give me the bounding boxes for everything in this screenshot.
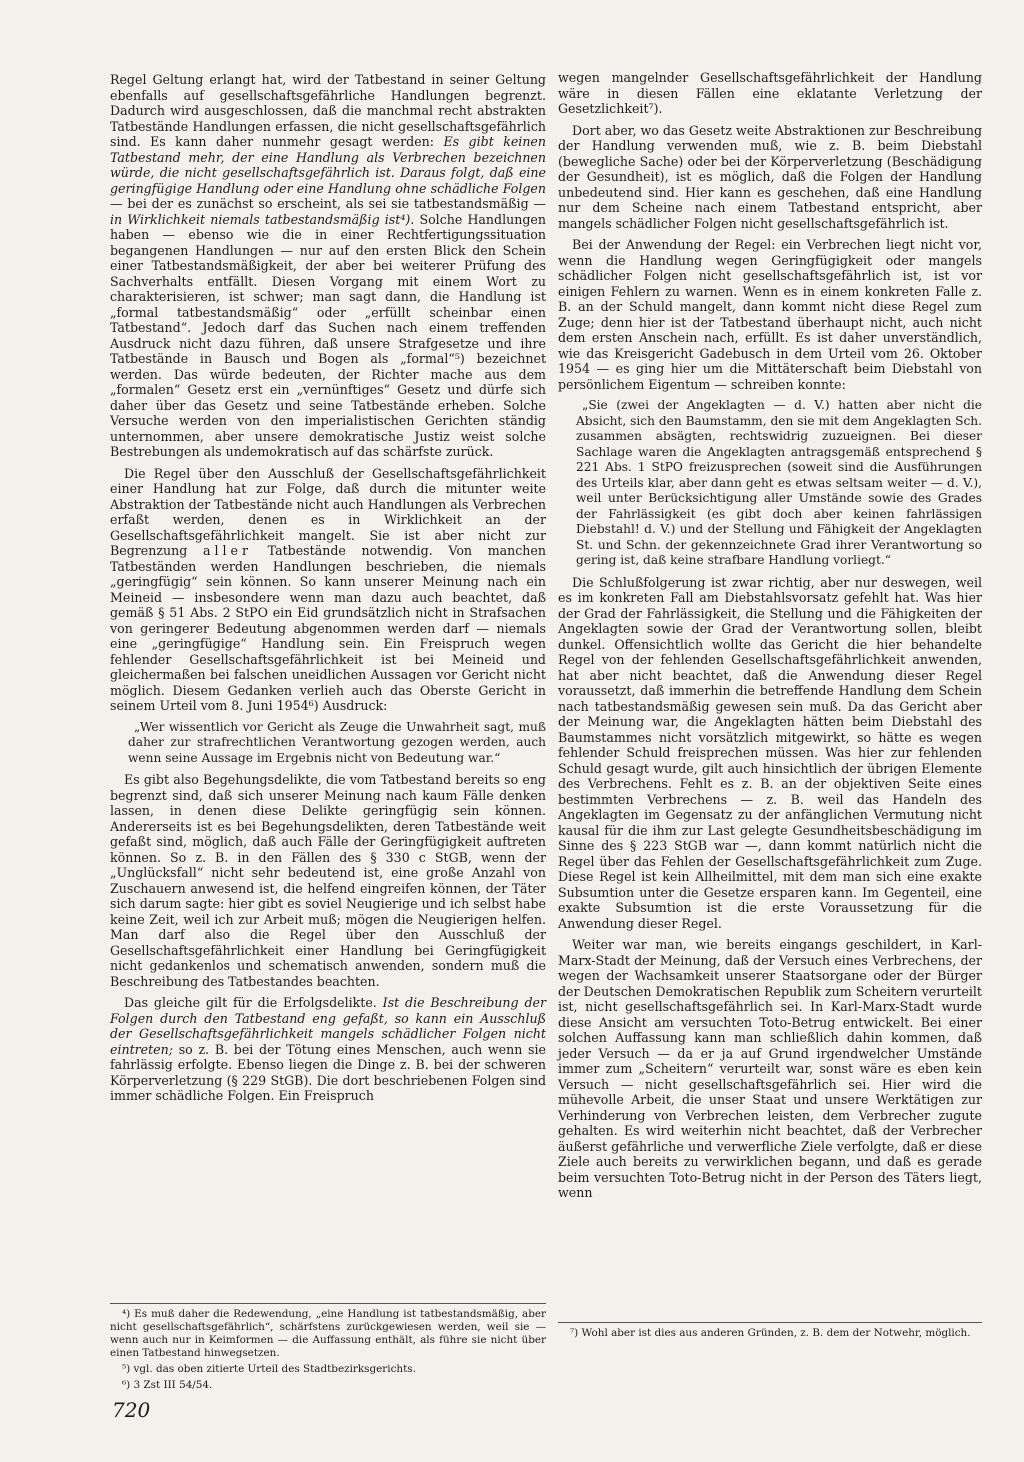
page-number: 720 [112,1398,151,1422]
footnotes-right [558,1322,982,1343]
left-column [110,72,546,1110]
paragraph: Es gibt also Begehungsdelikte, die vom Tatbestand bereits so eng begrenzt sind, daß sich unserer Meinung nach kaum Fälle denken lassen, in denen diese Delikte geringfügig sein können. Andererseits ist es bei Begehungsdelikten, deren Tatbestände weit gefaßt sind, möglich, daß auch Fälle der Geringfügigkeit auftreten können. So z. B. in den Fällen des § 330 c StGB, wenn der „Unglücksfall“ nicht sehr bedeutend ist, eine große Anzahl von Zuschauern anwesend ist, die helfend eingreifen können, der Täter sich darum sagte: hier gibt es soviel Neugierige und ich selbst habe keine Zeit, weil ich zur Arbeit muß; mögen die Neugierigen helfen. Man darf also die Regel über den Ausschluß der Gesellschaftsgefährlichkeit einer Handlung bei Geringfügigkeit nicht gedankenlos und schematisch anwenden, sondern muß die Beschreibung des Tatbestandes beachten. [110,772,546,989]
paragraph: Die Schlußfolgerung ist zwar richtig, aber nur deswegen, weil es im konkreten Fall am Diebstahlsvorsatz gefehlt hat. Was hier der Grad der Fahrlässigkeit, die Stellung und die Fähigkeiten der Angeklagten sowie der Grad der Verantwortung sollen, bleibt dunkel. Offensichtlich wollte das Gericht die hier behandelte Regel von der fehlenden Gesellschaftsgefährlichkeit anwenden, hat aber nicht beachtet, daß die Anwendung dieser Regel voraussetzt, daß immerhin die betreffende Handlung dem Schein nach tatbestandsmäßig gewesen sein muß. Da das Gericht aber der Meinung war, die Angeklagten hätten beim Diebstahl des Baumstammes nicht vorsätzlich mitgewirkt, so hätte es wegen fehlender Schuld freisprechen müssen. Was hier zur fehlenden Schuld gesagt wurde, gilt auch hinsichtlich der übrigen Elemente des Verbrechens. Fehlt es z. B. an der objektiven Seite eines bestimmten Verbrechens — z. B. weil das Handeln des Angeklagten im Gegensatz zu der anfänglichen Vermutung nicht kausal für die ihm zur Last gelegte Gesundheitsbeschädigung im Sinne des § 223 StGB war —, dann kommt natürlich nicht die Regel über das Fehlen der Gesellschaftsgefährlichkeit zum Zuge. Diese Regel ist kein Allheilmittel, mit dem man sich eine exakte Subsumtion unter die Gesetze ersparen kann. Im Gegenteil, eine exakte Subsumtion ist die erste Voraussetzung für die Anwendung dieser Regel. [558,574,982,931]
right-column [558,70,982,1207]
block-quote: „Sie (zwei der Angeklagten — d. V.) hatten aber nicht die Absicht, sich den Baumstamm, den sie mit dem Angeklagten Sch. zusammen absägten, rechtswidrig zuzueignen. Bei dieser Sachlage waren die Angeklagten antragsgemäß entsprechend § 221 Abs. 1 StPO freizusprechen (soweit sind die Ausführungen des Urteils klar, aber dann geht es etwas seltsam weiter — d. V.), weil unter Berücksichtigung aller Umstände sowie des Grades der Fahrlässigkeit (es gibt doch aber keinen fahrlässigen Diebstahl! d. V.) und der Stellung und Fähigkeit der Angeklagten St. und Schn. der gekennzeichnete Grad ihrer Verantwortung so gering ist, daß keine strafbare Handlung vorliegt.“ [576,398,982,567]
spaced-word: aller [202,543,252,558]
paragraph: Dort aber, wo das Gesetz weite Abstraktionen zur Beschreibung der Handlung verwenden muß, wie z. B. beim Diebstahl (bewegliche Sache) oder bei der Körperverletzung (Beschädigung der Gesundheit), ist es möglich, daß die Folgen der Handlung unbedeutend sind. Hier kann es geschehen, daß eine Handlung nur dem Scheine nach einem Tatbestand entspricht, aber mangels schädlicher Folgen nicht gesellschaftsgefährlich ist. [558,122,982,231]
emphasis: in Wirklichkeit niemals tatbestandsmäßig ist⁴). [110,211,415,227]
footnote-7: ⁷) Wohl aber ist dies aus anderen Gründen, z. B. dem der Notwehr, möglich. [570,1327,971,1339]
paragraph: Das gleiche gilt für die Erfolgsdelikte. Ist die Beschreibung der Folgen durch den Tatbestand eng gefaßt, so kann ein Ausschluß der Gesellschaftsgefährlichkeit mangels schädlicher Folgen nicht eintreten; so z. B. bei der Tötung eines Menschen, auch wenn sie fahrlässig erfolgte. Ebenso liegen die Dinge z. B. bei der schweren Körperverletzung (§ 229 StGB). Die dort beschriebenen Folgen sind immer schädliche Folgen. Ein Freispruch [110,995,546,1103]
block-quote: „Wer wissentlich vor Gericht als Zeuge die Unwahrheit sagt, muß daher zur strafrechtlichen Verantwortung gezogen werden, auch wenn seine Aussage im Ergebnis nicht von Bedeutung war.“ [128,719,546,765]
paragraph: Bei der Anwendung der Regel: ein Verbrechen liegt nicht vor, wenn die Handlung wegen Geringfügigkeit oder mangels schädlicher Folgen nicht gesellschaftsgefährlich ist, ist vor einigen Fehlern zu warnen. Wenn es in einem konkreten Falle z. B. an der Schuld mangelt, dann kommt nicht diese Regel zum Zuge; denn hier ist der Tatbestand überhaupt nicht, auch nicht dem ersten Anschein nach, erfüllt. Es ist daher unverständlich, wie das Kreisgericht Gadebusch in dem Urteil vom 26. Oktober 1954 — es ging hier um die Mittäterschaft beim Diebstahl von persönlichem Eigentum — schreiben konnte: [558,237,982,392]
footnote-5: ⁵) vgl. das oben zitierte Urteil des Stadtbezirksgerichts. [122,1363,416,1375]
paragraph: Regel Geltung erlangt hat, wird der Tatbestand in seiner Geltung ebenfalls auf gesellschaftsgefährliche Handlungen begrenzt. Dadurch wird ausgeschlossen, daß die manchmal recht abstrakten Tatbestände Handlungen erfassen, die nicht gesellschaftsgefährlich sind. Es kann daher nunmehr gesagt werden: Es gibt keinen Tatbestand mehr, der eine Handlung als Verbrechen bezeichnen würde, die nicht gesellschaftsgefährlich ist. Daraus folgt, daß eine geringfügige Handlung oder eine Handlung ohne schädliche Folgen — bei der es zunächst so erscheint, als sei sie tatbestandsmäßig — in Wirklichkeit niemals tatbestandsmäßig ist⁴). Solche Handlungen haben — ebenso wie die in einer Rechtfertigungssituation begangenen Handlungen — nur auf den ersten Blick den Schein einer Tatbestandsmäßigkeit, der aber bei weiterer Prüfung des Sachverhalts entfällt. Diesen Vorgang mit einem Wort zu charakterisieren, ist schwer; man sagt dann, die Handlung ist „formal tatbestandsmäßig“ oder „erfüllt scheinbar einen Tatbestand“. Jedoch darf das Suchen nach einem treffenden Ausdruck nicht dazu führen, daß unsere Strafgesetze und ihre Tatbestände in Bausch und Bogen als „formal“⁵) bezeichnet werden. Das würde bedeuten, der Richter mache aus dem „formalen“ Gesetz erst ein „vernünftiges“ Gesetz und dürfe sich daher über das Gesetz und seine Tatbestände erheben. Solche Versuche werden von den imperialistischen Gerichten ständig unternommen, aber unsere demokratische Justiz weist solche Bestrebungen als undemokratisch auf das schärfste zurück. [110,72,546,459]
paragraph: wegen mangelnder Gesellschaftsgefährlichkeit der Handlung wäre in diesen Fällen eine eklatante Verletzung der Gesetzlichkeit⁷). [558,70,982,116]
footnotes-left [110,1303,546,1395]
footnote-4: ⁴) Es muß daher die Redewendung, „eine Handlung ist tatbestandsmäßig, aber nicht gesellschaftsgefährlich“, schärfstens zurückgewiesen werden, weil sie — wenn auch nur in Keimformen — die Auffassung enthält, als führe sie nicht über einen Tatbestand hinwegsetzen. [110,1308,546,1359]
footnote-6: ⁶) 3 Zst III 54/54. [122,1379,213,1391]
emphasis: Ist die Beschreibung der Folgen durch den Tatbestand eng gefaßt, so kann ein Ausschluß der Gesellschaftsgefährlichkeit mangels schädlicher Folgen nicht eintreten; [110,995,546,1057]
paragraph: Weiter war man, wie bereits eingangs geschildert, in Karl-Marx-Stadt der Meinung, daß der Versuch eines Verbrechens, der wegen der Wachsamkeit unserer Staatsorgane oder der Bürger der Deutschen Demokratischen Republik zum Scheitern verurteilt ist, nicht gesellschaftsgefährlich sei. In Karl-Marx-Stadt wurde diese Ansicht am versuchten Toto-Betrug entwickelt. Bei einer solchen Auffassung kann man schließlich dahin kommen, daß jeder Versuch — da er ja auf Grund irgendwelcher Umstände immer zum „Scheitern“ verurteilt war, sonst wäre es eben kein Versuch — nicht gesellschaftsgefährlich sei. Hier wird die mühevolle Arbeit, die unser Staat und unsere Werktätigen zur Verhinderung von Verbrechen leisten, dem Verbrecher zugute gehalten. Es wird weiterhin nicht beachtet, daß der Verbrecher äußerst gefährliche und verwerfliche Ziele verfolgte, daß er diese Ziele auch bereits zu verwirklichen begann, und daß es gerade beim versuchten Toto-Betrug nicht in der Person des Täters liegt, wenn [558,937,982,1200]
emphasis: Es gibt keinen Tatbestand mehr, der eine Handlung als Verbrechen bezeichnen würde, die nicht gesellschaftsgefährlich ist. Daraus folgt, daß eine geringfügige Handlung oder eine Handlung ohne schädliche Folgen [110,134,546,196]
paragraph: Die Regel über den Ausschluß der Gesellschaftsgefährlichkeit einer Handlung hat zur Folge, daß durch die mitunter weite Abstraktion der Tatbestände nicht auch Handlungen als Verbrechen erfaßt werden, denen es in Wirklichkeit an der Gesellschaftsgefährlichkeit mangelt. Sie ist aber nicht zur Begrenzung aller Tatbestände notwendig. Von manchen Tatbeständen werden Handlungen beschrieben, die niemals „geringfügig“ sein können. So kann unserer Meinung nach ein Meineid — insbesondere wenn man dazu auch beachtet, daß gemäß § 51 Abs. 2 StPO ein Eid grundsätzlich nicht in Strafsachen von geringerer Bedeutung abgenommen werden darf — niemals eine „geringfügige“ Handlung sein. Ein Freispruch wegen fehlender Gesellschaftsgefährlichkeit ist bei Meineid und gleichermaßen bei falschen uneidlichen Aussagen vor Gericht nicht möglich. Diesem Gedanken verlieh auch das Oberste Gericht in seinem Urteil vom 8. Juni 1954⁶) Ausdruck: [110,465,546,713]
